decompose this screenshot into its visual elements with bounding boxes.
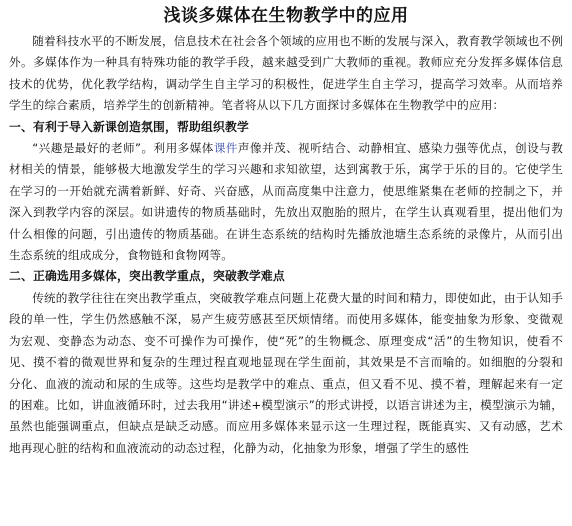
section-2-paragraph: 传统的教学往往在突出教学重点，突破教学难点问题上花费大量的时间和精力，即使如此，由于认知手段的单一性，学生仍然感触不深，易产生疲劳感甚至厌烦情绪。而使用多媒体，能变抽象为形象、变微观为宏观、变静态为动态、变不可操作为可操作，使“死”的生物概念、原理变成“活”的生物知识，使看不见、摸不着的微观世界和复杂的生理过程直观地显现在学生面前，其效果是不言而喻的。如细胞的分裂和分化、血液的流动和尿的生成等。这些均是教学中的难点、重点，但又看不见、摸不着，理解起来有一定的困难。比如，讲血液循环时，过去我用“讲述+模型演示”的形式讲授，以语言讲述为主，模型演示为辅，虽然也能强调重点，但缺点是缺乏动感。而应用多媒体来显示这一生理过程，既能真实、又有动感，艺术地再现心脏的结构和血液流动的动态过程，化静为动，化抽象为形象，增强了学生的感性: [9, 290, 563, 455]
intro-paragraph: 随着科技水平的不断发展，信息技术在社会各个领域的应用也不断的发展与深入，教育教学领域也不例外。多媒体作为一种具有特殊功能的教学手段，越来越受到广大教师的重视。教师应充分发挥多媒体信息技术的优势，优化教学结构，调动学生自主学习的积极性，促进学生自主学习，提高学习效率。从而培养学生的综合素质，培养学生的创新精神。笔者将从以下几方面探讨多媒体在生物教学中的应用：: [9, 34, 563, 113]
section-1-paragraph: [9, 138, 563, 266]
section-2-heading: 二、正确选用多媒体，突出教学重点，突破教学难点: [9, 269, 285, 284]
courseware-highlight: 课件: [213, 141, 238, 156]
document-title: 浅谈多媒体在生物教学中的应用: [163, 6, 409, 26]
section-1-text-rest: 声像并茂、视听结合、动静相宜、感染力强等优点，创设与教材相关的情景，能够极大地激发学生的学习兴趣和求知欲望，达到寓教于乐，寓学于乐的目的。它使学生在学习的一开始就充满着新鲜、好奇、兴奋感，从而高度集中注意力，使思维紧集在老师的控制之下，并深入到教学内容的深层。如讲遗传的物质基础时，先放出双胞胎的照片，在学生认真观看里，提出他们为什么相像的问题，引出遗传的物质基础。在讲生态系统的结构时先播放池塘生态系统的录像片，从而引出生态系统的组成成分，食物链和食物网等。: [9, 141, 564, 263]
section-1-heading: 一、有利于导入新课创造氛围，帮助组织教学: [9, 119, 249, 134]
section-1-text-start: “兴趣是最好的老师”。利用多媒体: [32, 141, 214, 156]
